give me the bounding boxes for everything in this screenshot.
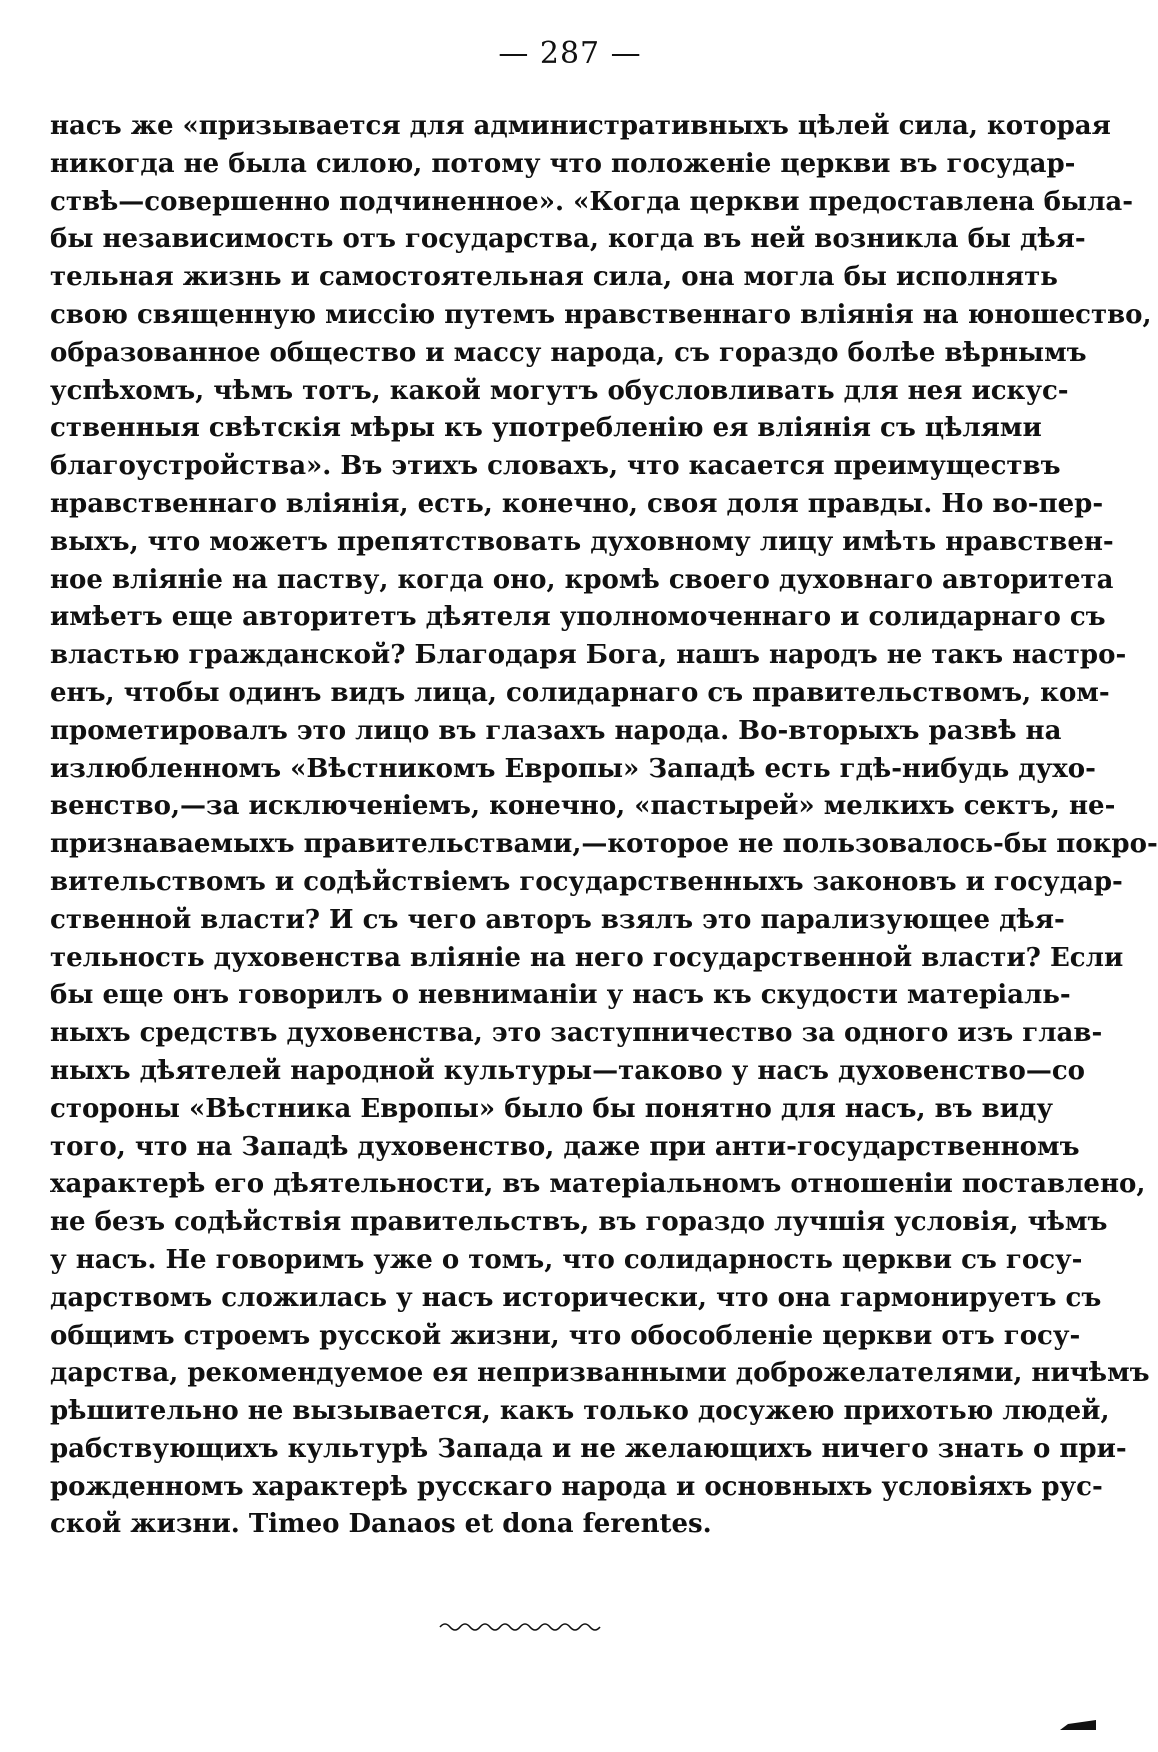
body-text [50, 108, 1158, 1544]
text-line: дарства, рекомендуемое ея непризванными доброжелателями, ничѣмъ [50, 1358, 1150, 1389]
text-line: рѣшительно не вызывается, какъ только досужею прихотью людей, [50, 1396, 1110, 1427]
text-line: вительствомъ и содѣйствіемъ государственныхъ законовъ и государ- [50, 866, 1123, 897]
text-line: общимъ строемъ русской жизни, что обособленіе церкви отъ госу- [50, 1320, 1081, 1351]
text-line: ныхъ средствъ духовенства, это заступничество за одного изъ глав- [50, 1018, 1103, 1049]
text-line: тельная жизнь и самостоятельная сила, она могла бы исполнять [50, 262, 1058, 293]
text-line: рожденномъ характерѣ русскаго народа и основныхъ условіяхъ рус- [50, 1471, 1103, 1502]
text-line: енъ, чтобы одинъ видъ лица, солидарнаго съ правительствомъ, ком- [50, 677, 1110, 708]
text-line: успѣхомъ, чѣмъ тотъ, какой могутъ обусловливать для нея искус- [50, 375, 1069, 406]
text-line: дарствомъ сложилась у насъ исторически, что она гармонируетъ съ [50, 1282, 1102, 1313]
text-line: никогда не была силою, потому что положеніе церкви въ государ- [50, 148, 1076, 179]
text-line: ственныя свѣтскія мѣры къ употребленію ея вліянія съ цѣлями [50, 413, 1042, 444]
text-line: благоустройства». Въ этихъ словахъ, что касается преимуществъ [50, 451, 1061, 482]
text-line: властью гражданской? Благодаря Бога, нашъ народъ не такъ настро- [50, 640, 1127, 671]
text-line: ныхъ дѣятелей народной культуры—таково у насъ духовенство—со [50, 1055, 1086, 1086]
text-line: бы еще онъ говорилъ о невниманіи у насъ къ скудости матеріаль- [50, 980, 1071, 1011]
text-line: ственной власти? И съ чего авторъ взялъ это парализующее дѣя- [50, 904, 1065, 935]
scan-corner-mark [1058, 1718, 1098, 1732]
text-line: прометировалъ это лицо въ глазахъ народа. Во-вторыхъ развѣ на [50, 715, 1062, 746]
text-line: имѣетъ еще авторитетъ дѣятеля уполномоченнаго и солидарнаго съ [50, 602, 1106, 633]
text-line: излюбленномъ «Вѣстникомъ Европы» Западѣ есть гдѣ-нибудь духо- [50, 753, 1096, 784]
text-line: образованное общество и массу народа, съ гораздо болѣе вѣрнымъ [50, 337, 1087, 368]
text-line: свою священную миссію путемъ нравственнаго вліянія на юношество, [50, 299, 1152, 330]
text-line: стороны «Вѣстника Европы» было бы понятно для насъ, въ виду [50, 1093, 1053, 1124]
text-line: ствѣ—совершенно подчиненное». «Когда церкви предоставлена была- [50, 186, 1134, 217]
ornamental-divider [440, 1620, 600, 1634]
text-line: того, что на Западѣ духовенство, даже при анти-государственномъ [50, 1131, 1080, 1162]
text-line: у насъ. Не говоримъ уже о томъ, что солидарность церкви съ госу- [50, 1244, 1083, 1275]
text-line: характерѣ его дѣятельности, въ матеріальномъ отношеніи поставлено, [50, 1169, 1146, 1200]
text-line: признаваемыхъ правительствами,—которое не пользовалось-бы покро- [50, 829, 1158, 860]
page-number: — 287 — [498, 36, 642, 71]
text-line: ное вліяніе на паству, когда оно, кромѣ своего духовнаго авторитета [50, 564, 1114, 595]
text-line: бы независимость отъ государства, когда въ ней возникла бы дѣя- [50, 224, 1086, 255]
text-line: насъ же «призывается для административныхъ цѣлей сила, которая [50, 111, 1111, 141]
text-line: ской жизни. Timeo Danaos et dona ferentes. [50, 1509, 712, 1540]
text-line: нравственнаго вліянія, есть, конечно, своя доля правды. Но во-пер- [50, 488, 1104, 519]
text-line: тельность духовенства вліяніе на него государственной власти? Если [50, 942, 1124, 973]
text-line: венство,—за исключеніемъ, конечно, «пастырей» мелкихъ сектъ, не- [50, 791, 1116, 822]
text-line: не безъ содѣйствія правительствъ, въ гораздо лучшія условія, чѣмъ [50, 1207, 1108, 1238]
text-line: рабствующихъ культурѣ Запада и не желающихъ ничего знать о при- [50, 1433, 1127, 1464]
text-line: выхъ, что можетъ препятствовать духовному лицу имѣть нравствен- [50, 526, 1114, 557]
